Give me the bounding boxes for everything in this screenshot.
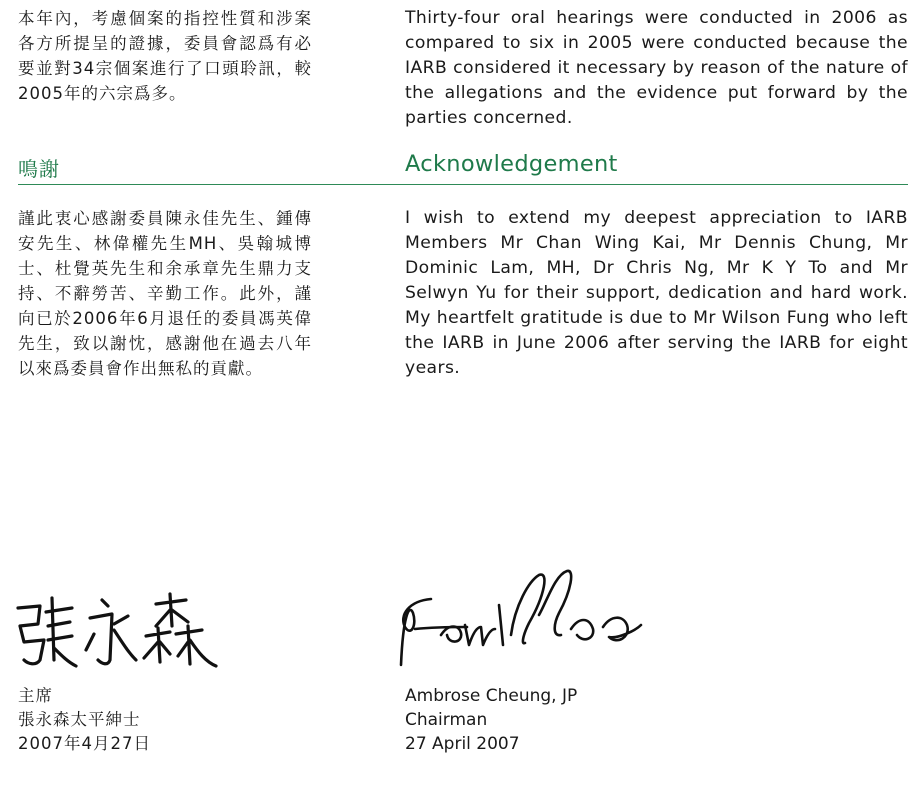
acknowledgement-heading-en: Acknowledgement (405, 151, 618, 177)
intro-paragraph-en: Thirty-four oral hearings were conducted in 2006 as compared to six in 2005 were conducted because the IARB considered it necessary by reason of the nature of the allegations and the evidence put forward by the parties concerned. (405, 8, 908, 128)
signatory-name-zh: 張永森太平紳士 (18, 710, 141, 729)
acknowledgement-paragraph-zh: 謹此衷心感謝委員陳永佳先生、鍾傳安先生、林偉權先生MH、吳翰城博士、杜覺英先生和余承章先生鼎力支持、不辭勞苦、辛勤工作。此外，謹向已於2006年6月退任的委員馮英偉先生，致以謝忱，感謝他在過去八年以來爲委員會作出無私的貢獻。 (18, 209, 312, 378)
section-divider (18, 184, 908, 185)
intro-paragraph-zh: 本年內，考慮個案的指控性質和涉案各方所提呈的證據，委員會認爲有必要並對34宗個案進行了口頭聆訊，較2005年的六宗爲多。 (18, 9, 312, 103)
signatory-title-zh: 主席 (18, 686, 53, 705)
signatory-block-zh (18, 684, 151, 756)
signature-chinese-handwritten (10, 590, 220, 675)
signatory-block-en (405, 684, 577, 756)
acknowledgement-paragraph-en: I wish to extend my deepest appreciation to IARB Members Mr Chan Wing Kai, Mr Dennis Chung, Mr Dominic Lam, MH, Dr Chris Ng, Mr K Y To and Mr Selwyn Yu for their support, dedication and hard work. My heartfelt gratitude is due to Mr Wilson Fung who left the IARB in June 2006 after serving the IARB for eight years. (405, 208, 908, 378)
signature-english-handwritten (395, 565, 650, 675)
acknowledgement-heading-zh: 鳴謝 (18, 157, 60, 181)
signature-date-en: 27 April 2007 (405, 734, 520, 754)
signatory-title-en: Chairman (405, 710, 488, 730)
signatory-name-en: Ambrose Cheung, JP (405, 686, 578, 706)
signature-date-zh: 2007年4月27日 (18, 734, 151, 753)
